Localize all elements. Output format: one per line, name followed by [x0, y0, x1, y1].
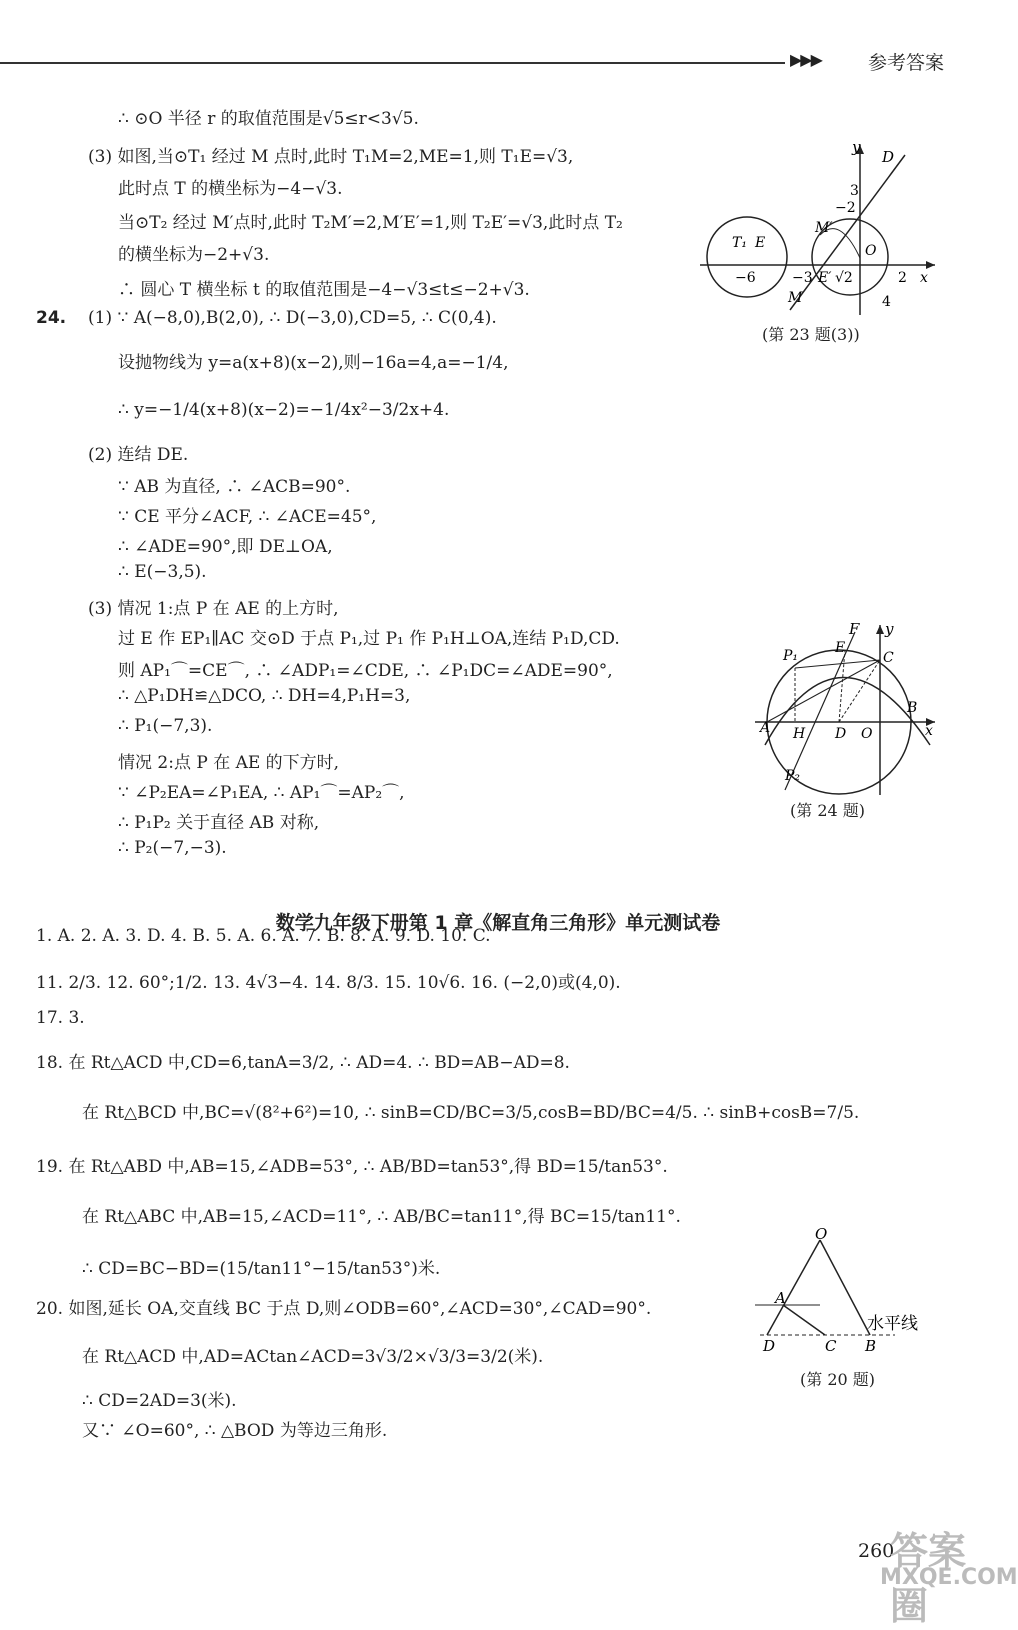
fig23-label: y	[852, 138, 861, 156]
text-line: (3) 如图,当⊙T₁ 经过 M 点时,此时 T₁M=2,ME=1,则 T₁E=√3,	[88, 147, 574, 167]
figure-24-diagram	[755, 620, 940, 800]
fig23-label: −2	[835, 200, 856, 216]
text-line: ∴ P₁P₂ 关于直径 AB 对称,	[118, 813, 320, 833]
fig23-label: −3	[792, 270, 813, 286]
fig23-label: √2	[835, 270, 853, 286]
text-line: 11. 2/3. 12. 60°;1/2. 13. 4√3−4. 14. 8/3. 15. 10√6. 16. (−2,0)或(4,0).	[36, 973, 621, 993]
figure-20-caption: (第 20 题)	[800, 1370, 876, 1389]
text-line: (3) 情况 1:点 P 在 AE 的上方时,	[88, 599, 339, 619]
fig24-label: P₁	[783, 648, 799, 664]
fig20-label: D	[763, 1337, 776, 1355]
text-line: (2) 连结 DE.	[88, 445, 189, 465]
text-line: ∴ E(−3,5).	[118, 562, 207, 582]
fig24-label: H	[793, 726, 806, 742]
fig24-label: O	[861, 726, 873, 742]
fig20-label: C	[825, 1337, 837, 1355]
fig24-label: y	[885, 620, 894, 638]
fig23-label: D	[882, 148, 895, 166]
text-line: ∴ △P₁DH≌△DCO, ∴ DH=4,P₁H=3,	[118, 686, 411, 706]
text-line: 在 Rt△BCD 中,BC=√(8²+6²)=10, ∴ sinB=CD/BC=3/5,cosB=BD/BC=4/5. ∴ sinB+cosB=7/5.	[82, 1103, 860, 1123]
text-line: 又∵ ∠O=60°, ∴ △BOD 为等边三角形.	[82, 1421, 388, 1441]
fig24-label: x	[925, 723, 933, 739]
text-line: 情况 2:点 P 在 AE 的下方时,	[118, 753, 340, 773]
text-line: 当⊙T₂ 经过 M′点时,此时 T₂M′=2,M′E′=1,则 T₂E′=√3,此时点 T₂	[118, 213, 623, 233]
text-line: ∴ P₁(−7,3).	[118, 716, 213, 736]
text-line: 19. 在 Rt△ABD 中,AB=15,∠ADB=53°, ∴ AB/BD=tan53°,得 BD=15/tan53°.	[36, 1157, 668, 1177]
text-line: ∴ y=−1/4(x+8)(x−2)=−1/4x²−3/2x+4.	[118, 400, 450, 420]
fig23-label: O	[865, 243, 877, 259]
header-arrows: ▶▶▶	[790, 50, 821, 69]
fig24-label: A	[760, 720, 771, 736]
figure-20-diagram	[755, 1225, 945, 1355]
text-line: ∴ P₂(−7,−3).	[118, 838, 227, 858]
fig24-label: C	[883, 650, 894, 666]
fig23-label: M′	[815, 220, 833, 236]
fig23-label: 4	[882, 294, 891, 310]
text-line: 18. 在 Rt△ACD 中,CD=6,tanA=3/2, ∴ AD=4. ∴ BD=AB−AD=8.	[36, 1053, 570, 1073]
page-number: 260	[858, 1540, 895, 1562]
fig24-label: D	[835, 726, 847, 742]
fig24-label: P₂	[785, 768, 801, 784]
header-rule	[0, 62, 785, 64]
text-line: ∴ ⊙O 半径 r 的取值范围是√5≤r<3√5.	[118, 109, 419, 129]
text-line: ∵ CE 平分∠ACF, ∴ ∠ACE=45°,	[118, 507, 377, 527]
text-line: ∴ 圆心 T 横坐标 t 的取值范围是−4−√3≤t≤−2+√3.	[118, 280, 530, 300]
figure-24-caption: (第 24 题)	[790, 801, 866, 820]
section-title: 数学九年级下册第 1 章《解直角三角形》单元测试卷	[275, 912, 721, 934]
text-line: 1. A. 2. A. 3. D. 4. B. 5. A. 6. A. 7. B. 8. A. 9. D. 10. C.	[36, 926, 491, 946]
fig23-label: 2	[898, 270, 907, 286]
fig23-label: M	[788, 290, 803, 306]
fig23-label: 3	[850, 183, 859, 199]
text-line: 设抛物线为 y=a(x+8)(x−2),则−16a=4,a=−1/4,	[118, 353, 509, 373]
fig20-label: A	[775, 1289, 786, 1307]
fig24-label: E	[835, 640, 846, 656]
text-line: ∴ CD=2AD=3(米).	[82, 1391, 237, 1411]
text-line: 在 Rt△ABC 中,AB=15,∠ACD=11°, ∴ AB/BC=tan11°,得 BC=15/tan11°.	[82, 1207, 681, 1227]
text-line: 17. 3.	[36, 1008, 85, 1028]
figure-23-caption: (第 23 题(3))	[762, 325, 860, 344]
fig24-label: F	[849, 620, 860, 638]
fig23-label: E	[755, 235, 766, 251]
fig20-label: 水平线	[867, 1314, 918, 1334]
text-line: 20. 如图,延长 OA,交直线 BC 于点 D,则∠ODB=60°,∠ACD=30°,∠CAD=90°.	[36, 1299, 652, 1319]
text-line: ∴ CD=BC−BD=(15/tan11°−15/tan53°)米.	[82, 1259, 441, 1279]
watermark-url: MXQE.COM	[880, 1565, 1018, 1590]
fig23-label: E′	[818, 270, 832, 286]
watermark-logo: 答案圈	[890, 1529, 967, 1628]
fig23-label: −6	[735, 270, 756, 286]
text-line: 在 Rt△ACD 中,AD=ACtan∠ACD=3√3/2×√3/3=3/2(米).	[82, 1347, 544, 1367]
text-line: 则 AP₁⌒=CE⌒, ∴ ∠ADP₁=∠CDE, ∴ ∠P₁DC=∠ADE=90°,	[118, 661, 613, 681]
text-line: ∴ ∠ADE=90°,即 DE⊥OA,	[118, 537, 333, 557]
text-line: 过 E 作 EP₁∥AC 交⊙D 于点 P₁,过 P₁ 作 P₁H⊥OA,连结 P₁D,CD.	[118, 629, 620, 649]
figure-23-diagram	[700, 140, 940, 320]
fig24-label: B	[907, 700, 918, 716]
text-line: ∵ AB 为直径, ∴ ∠ACB=90°.	[118, 477, 351, 497]
text-line: 的横坐标为−2+√3.	[118, 245, 270, 265]
fig20-label: O	[815, 1225, 828, 1243]
fig23-label: x	[920, 270, 928, 286]
text-line: 此时点 T 的横坐标为−4−√3.	[118, 179, 343, 199]
text-line: ∵ ∠P₂EA=∠P₁EA, ∴ AP₁⌒=AP₂⌒,	[118, 783, 405, 803]
text-line: (1) ∵ A(−8,0),B(2,0), ∴ D(−3,0),CD=5, ∴ C(0,4).	[88, 308, 497, 328]
text-line: 24.	[36, 308, 67, 328]
fig23-label: T₁	[732, 235, 747, 251]
header-title: 参考答案	[868, 52, 945, 74]
fig20-label: B	[865, 1337, 877, 1355]
